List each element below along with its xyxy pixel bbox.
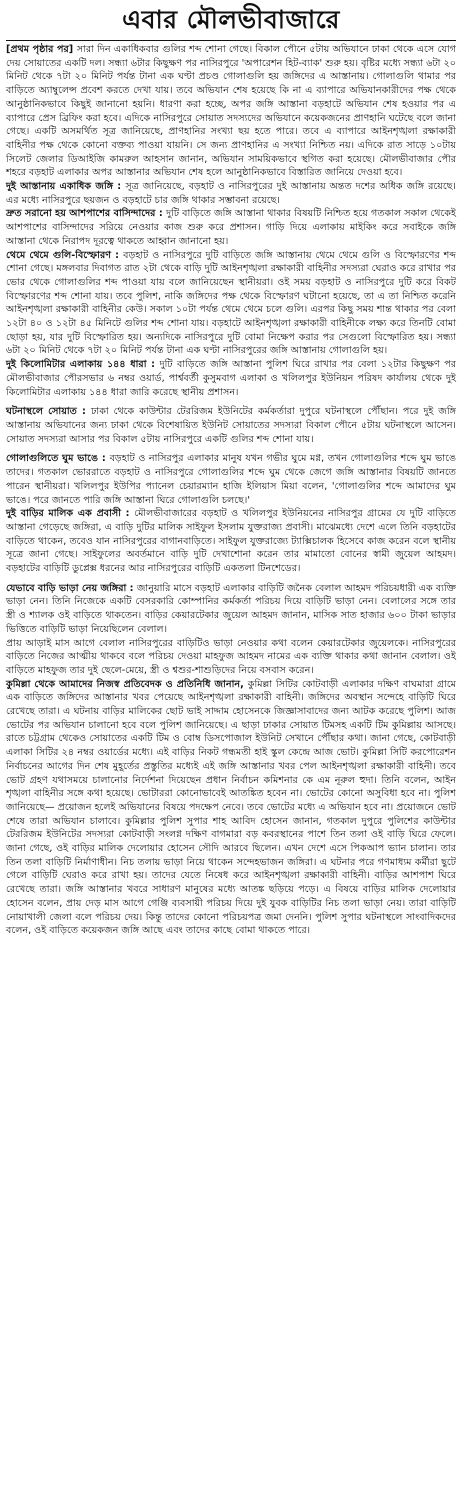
article-paragraph [6, 507, 456, 576]
subheading: দুই আস্তানায় একাধিক জঙ্গি : [6, 181, 126, 193]
article-paragraph [6, 207, 456, 248]
paragraph-text: সূত্র জানিয়েছে, বড়হাট ও নাসিরপুরের দুই আস্তানায় অন্তত দশের অধিক জঙ্গি রয়েছে। এর মধ্যে নাসিরপুরে ছয়জন ও বড়হাটে চার জঙ্গি থাকার সম্ভাবনা রয়েছে। [6, 181, 456, 206]
paragraph-text: দুটি বাড়িতে জঙ্গি আস্তানা থাকার বিষয়টি নিশ্চিত হয়ে গতকাল সকাল থেকেই আশপাশের বাসিন্দাদের সরিয়ে নেওয়ার কাজ শুরু করে প্রশাসন। গাড়ি দিয়ে এলাকায় মাইকিং করে সবাইকে জঙ্গি আস্তানা থেকে নিরাপদ দূরত্বে থাকতে আহ্বান জানানো হয়। [6, 208, 456, 247]
article-paragraph [6, 249, 456, 359]
paragraph-text: প্রায় আড়াই মাস আগে বেলাল নাসিরপুরের বাড়িটিও ভাড়া নেওয়ার কথা বলেন কেয়ারটেকার জুয়েলকে। নাসিরপুরের বাড়িতে নিজের আত্মীয় থাকবে বলে পরিচয় দেওয়া মাহফুজ আহমদ নামের এক ব্যক্তি থাকার কথা জানান বেলাল। ওই বাড়িতে মাহফুজ তার দুই ছেলে-মেয়ে, স্ত্রী ও শ্বশুর-শাশুড়িদের নিয়ে বসবাস করেন। [6, 637, 456, 676]
paragraph-text: ঢাকা থেকে কাউন্টার টেররিজম ইউনিটের কর্মকর্তারা দুপুরে ঘটনাস্থলে পৌঁছান। পরে দুই জঙ্গি আস্তানায় অভিযানের জন্য ঢাকা থেকে বিশেষায়িত ইউনিট সোয়াতের সদস্যরা বিকাল পৌনে ৫টায় ঘটনাস্থলে আসেন। সোয়াত সদস্যরা আসার পর বিকাল ৫টায় নাসিরপুরে একটি গুলির শব্দ শোনা যায়। [6, 406, 456, 445]
article-section [6, 452, 456, 575]
article-paragraph [6, 637, 456, 678]
paragraph-text: কুমিল্লা সিটির কোটবাড়ী এলাকার দক্ষিণ বাঘমারা গ্রামে এক বাড়িতে জঙ্গিদের আস্তানার খবর পেয়েছে আইনশৃঙ্খলা রক্ষাকারী বাহিনী। জঙ্গিদের অবস্থান সন্দেহে বাড়িটি ঘিরে রেখেছে তারা। এ ঘটনায় বাড়ির মালিকের ছোট ভাই সাদ্দাম হোসেনকে জিজ্ঞাসাবাদের জন্য আটক করেছে পুলিশ। আজ ভোটের পর অভিযান চালানো হবে বলে পুলিশ জানিয়েছে। এ ছাড়া ঢাকার সোয়াত টিমসহ একটি টিম কুমিল্লায় আসছে। রাতে চট্টগ্রাম থেকেও সোয়াতের একটি টিম ও বোম্ব ডিসপোজাল ইউনিট সেখানে পৌঁছার কথা। জানা গেছে, কোটবাড়ী এলাকা সিটির ২৪ নম্বর ওয়ার্ডের মধ্যে। এই বাড়ির নিকট গন্ধমতী হাই স্কুল কেন্দ্রে আজ ভোট। কুমিল্লা সিটি করপোরেশন নির্বাচনের আগের দিন শেষ মুহূর্তের প্রস্তুতির মধ্যেই এই জঙ্গি আস্তানার খবর পেল আইনশৃঙ্খলা রক্ষাকারী বাহিনী। তবে ভোট গ্রহণ যথাসময়ে চালানোর নির্দেশনা দিয়েছেন প্রধান নির্বাচন কমিশনার কে এম নূরুল হুদা। তিনি বলেন, আইন শৃঙ্খলা বাহিনীর সঙ্গে কথা হয়েছে। ভোটাররা কোনোভাবেই আতঙ্কিত হবেন না। ভোটের কোনো অসুবিধা হবে না। পুলিশ জানিয়েছে— প্রয়োজন হলেই অভিযানের বিষয়ে পদক্ষেপ নেবে। তবে ভোটের মধ্যে এ অভিযান হবে না। প্রয়োজনে ভোট শেষে তারা অভিযান চালাবে। কুমিল্লার পুলিশ সুপার শাহ আবিদ হোসেন জানান, গতকাল দুপুরে পুলিশের কাউন্টার টেররিজম ইউনিটের সদস্যরা কোটবাড়ী সংলগ্ন দক্ষিণ বাগমারা বড় কবরস্থানের পাশে তিন তলা ওই বাড়ি ঘিরে ফেলে। জানা গেছে, ওই বাড়ির মালিক দেলোয়ার হোসেন সৌদি আরবে ছিলেন। এখন দেশে এসে পিকআপ ভ্যান চালান। তার তিন তলা বাড়িটি নির্মাণাধীন। নিচ তলায় ভাড়া নিয়ে থাকেন সন্দেহভাজন জঙ্গিরা। এ ঘটনার পরে গণমাধ্যম কর্মীরা ছুটে গেলে বাড়িটি ঘেরাও করে রাখা হয়। তাদের যেতে নিষেধ করে আইনশৃঙ্খলা রক্ষাকারী বাহিনী। বাড়ির আশপাশ ঘিরে রেখেছে তারা। জঙ্গি আস্তানার খবরে সাধারণ মানুষের মধ্যে আতঙ্ক ছড়িয়ে পড়ে। এ বিষয়ে বাড়ির মালিক দেলোয়ার হোসেন বলেন, প্রায় দেড় মাস আগে গেঞ্জি ব্যবসায়ী পরিচয় দিয়ে দুই যুবক বাড়িটির নিচ তলা ভাড়া নেয়। তারা বাড়িটি নোয়াখালী জেলা বলে পরিচয় দেয়। কিন্তু তাদের কোনো পরিচয়পত্র জমা দেননি। পুলিশ সুপার ঘটনাস্থলে সাংবাদিকদের বলেন, ওই বাড়িতে কয়েকজন জঙ্গি আছে এবং তাদের কাছে বোমা থাকতে পারে। [6, 678, 457, 937]
article-paragraph [6, 452, 456, 507]
article-paragraph [6, 180, 456, 207]
subheading: দুই বাড়ির মালিক এক প্রবাসী : [6, 508, 135, 520]
article-paragraph [6, 358, 456, 399]
subheading: যেভাবে বাড়ি ভাড়া নেয় জঙ্গিরা : [6, 582, 137, 594]
subheading: দুই কিলোমিটার এলাকায় ১৪৪ ধারা : [6, 359, 160, 371]
paragraph-text: সারা দিন একাধিকবার গুলির শব্দ শোনা গেছে। বিকাল পৌনে ৫টায় অভিযানে ঢাকা থেকে এসে যোগ দেয় সোয়াতের একটি দল। সন্ধ্যা ৬টার কিছুক্ষণ পর নাসিরপুরে 'অপারেশন হিট-ব্যাক' শুরু হয়। বৃষ্টির মধ্যে সন্ধ্যা ৬টা ২০ মিনিট থেকে ৭টা ২০ মিনিট পর্যন্ত টানা এক ঘণ্টা প্রচণ্ড গোলাগুলি হয় জঙ্গিদের এ আস্তানায়। গোলাগুলি থামার পর বাড়িতে অ্যাম্বুলেন্স প্রবেশ করতে দেখা যায়। তবে অভিযান শেষ হয়েছে কি না এ ব্যাপারে অভিযানকারীদের পক্ষ থেকে আনুষ্ঠানিকভাবে কিছুই জানানো হয়নি। ধারণা করা হচ্ছে, অপর জঙ্গি আস্তানা বড়হাটে অভিযান শেষ হওয়ার পর এ ব্যাপারে প্রেস ব্রিফিং করা হবে। এদিকে নাসিরপুরে সোয়াত সদস্যদের অভিযানে কয়েকজনের প্রাণহানি ঘটেছে বলে জানা গেছে। একটি অসমর্থিত সূত্র জানিয়েছে, প্রাণহানির সংখ্যা ছয় হতে পারে। তবে এ ব্যাপারে আইনশৃঙ্খলা রক্ষাকারী বাহিনীর পক্ষ থেকে কোনো বক্তব্য পাওয়া যায়নি। সে জন্য প্রাণহানির এ সংখ্যা নিশ্চিত নয়। এদিকে রাত সাড়ে ১০টায় সিলেট জেলার ডিআইজি কামরুল আহসান জানান, অভিযান সাময়িকভাবে স্থগিত করা হয়েছে। মৌলভীবাজার পৌর শহরে বড়হাট এলাকার অপর আস্তানার অভিযান শেষ হলে আনুষ্ঠানিকভাবে বিস্তারিত জানিয়ে দেওয়া হবে। [6, 44, 456, 179]
subheading: থেমে থেমে গুলি-বিস্ফোরণ : [6, 249, 124, 261]
article-body [6, 43, 456, 938]
paragraph-text: মৌলভীবাজারের বড়হাট ও খলিলপুর ইউনিয়নের নাসিরপুর গ্রামের যে দুটি বাড়িতে আস্তানা গেড়েছে জঙ্গিরা, এ বাড়ি দুটির মালিক সাইফুল ইসলাম যুক্তরাজ্য প্রবাসী। মাঝেমধ্যে দেশে এলে তিনি বড়হাটের বাড়িতে থাকেন, তবেও যান নাসিরপুরের বাগানবাড়িতে। সাইফুল যুক্তরাজ্যে ট্যাক্সিচালক হিসেবে কাজ করেন বলে স্থানীয় সূত্রে জানা গেছে। সাইফুলের অবর্তমানে বাড়ি দুটি দেখাশোনা করেন তার মামাতো বোনের স্বামী জুয়েল আহমদ। বড়হাটের বাড়িটি ডুপ্লেক্স ধরনের আর নাসিরপুরের বাড়িটি একতলা টিনশেডের। [6, 508, 456, 575]
headline-rule [6, 40, 456, 41]
subheading: দ্রুত সরানো হয় আশপাশের বাসিন্দাদের : [6, 208, 167, 220]
subheading: গোলাগুলিতে ঘুম ভাঙে : [6, 453, 110, 465]
paragraph-text: দুটি বাড়িতে জঙ্গি আস্তানা পুলিশ ঘিরে রাখার পর বেলা ১২টার কিছুক্ষণ পর মৌলভীবাজার পৌরসভার ৬ নম্বর ওয়ার্ড, পার্শ্ববর্তী কুসুমবাগ এলাকা ও খলিলপুর ইউনিয়ন পরিষদ কার্যালয় থেকে দুই কিলোমিটার এলাকায় ১৪৪ ধারা জারি করেছে স্থানীয় প্রশাসন। [6, 359, 456, 398]
article-paragraph [6, 582, 456, 637]
paragraph-text: বড়হাট ও নাসিরপুরে দুটি বাড়িতে জঙ্গি আস্তানায় থেমে থেমে গুলি ও বিস্ফোরণের শব্দ শোনা গেছে। মঙ্গলবার দিবাগত রাত ২টা থেকে বাড়ি দুটি আইনশৃঙ্খলা রক্ষাকারী বাহিনীর সদস্যরা ঘেরাও করে রাখার পর ভোর থেকে গোলাগুলির শব্দ পাওয়া যায় বলে জানিয়েছেন স্থানীয়রা। ওই সময় বড়হাট ও নাসিরপুরে দুটি করে বিকট বিস্ফোরণের শব্দ শোনা যায়। তবে পুলিশ, নাকি জঙ্গিদের পক্ষ থেকে বিস্ফোরণ ঘটানো হয়েছে, তা এ তা নিশ্চিত করেনি আইনশৃঙ্খলা রক্ষাকারী বাহিনীর কেউ। সকাল ১০টা পর্যন্ত থেমে থেমে চলে গুলি। এরপর কিছু সময় শান্ত থাকার পর বেলা ১২টা ৪০ ও ১২টা ৪৫ মিনিটে গুলির শব্দ শোনা যায়। বড়হাটে আইনশৃঙ্খলা রক্ষাকারী বাহিনীকে লক্ষ্য করে তিনটি বোমা ছোড়া হয়, যার দুটি বিস্ফোরিত হয়। অন্যদিকে নাসিরপুরে দুটি বোমা নিক্ষেপ করার পর সেগুলো বিস্ফোরিত হয়। সন্ধ্যা ৬টা ২০ মিনিট থেকে ৭টা ২০ মিনিট পর্যন্ত টানা এক ঘণ্টা নাসিরপুরের জঙ্গি আস্তানায় গোলাগুলি হয়। [6, 249, 456, 357]
paragraph-text: বড়হাট ও নাসিরপুর এলাকার মানুষ যখন গভীর ঘুমে মগ্ন, তখন গোলাগুলির শব্দে ঘুম ভাঙে তাদের। গতকাল ভোররাতে বড়হাট ও নাসিরপুরে গোলাগুলির শব্দে ঘুম থেকে জেগে জঙ্গি আস্তানার বিষয়টি জানতে পারেন স্থানীয়রা। খলিলপুর ইউপির প্যানেল চেয়ারম্যান হাজি ইলিয়াস মিয়া বলেন, 'গোলাগুলির শব্দে আমাদের ঘুম ভাঙে। পরে জানতে পারি জঙ্গি আস্তানা ঘিরে গোলাগুলি চলছে।' [6, 453, 456, 506]
article-section [6, 43, 456, 399]
article-section [6, 582, 456, 938]
headline: এবার মৌলভীবাজারে [122, 5, 340, 34]
paragraph-text: জানুয়ারি মাসে বড়হাট এলাকার বাড়িটি জনৈক বেলাল আহমদ পরিচয়ধারী এক ব্যক্তি ভাড়া নেন। তিনি নিজেকে একটি বেসরকারি কোম্পানির কর্মকর্তা পরিচয় দিয়ে বাড়িটি ভাড়া নেন। বেলালের সঙ্গে তার স্ত্রী ও শ্যালক ওই বাড়িতে থাকতেন। বাড়ির কেয়ারটেকার জুয়েল আহমদ জানান, মাসিক সাত হাজার ৬০০ টাকা ভাড়ার ভিত্তিতে বাড়িটি ভাড়া নিয়েছিলেন বেলাল। [6, 582, 456, 635]
article-paragraph [6, 43, 456, 180]
article-paragraph [6, 678, 456, 938]
subheading: ঘটনাস্থলে সোয়াত : [6, 406, 91, 418]
article-paragraph [6, 405, 456, 446]
continuation-marker: [প্রথম পৃষ্ঠার পর] [6, 44, 77, 55]
subheading: কুমিল্লা থেকে আমাদের নিজস্ব প্রতিবেদক ও প্রতিনিধি জানান, [6, 678, 248, 690]
article-section [6, 405, 456, 446]
